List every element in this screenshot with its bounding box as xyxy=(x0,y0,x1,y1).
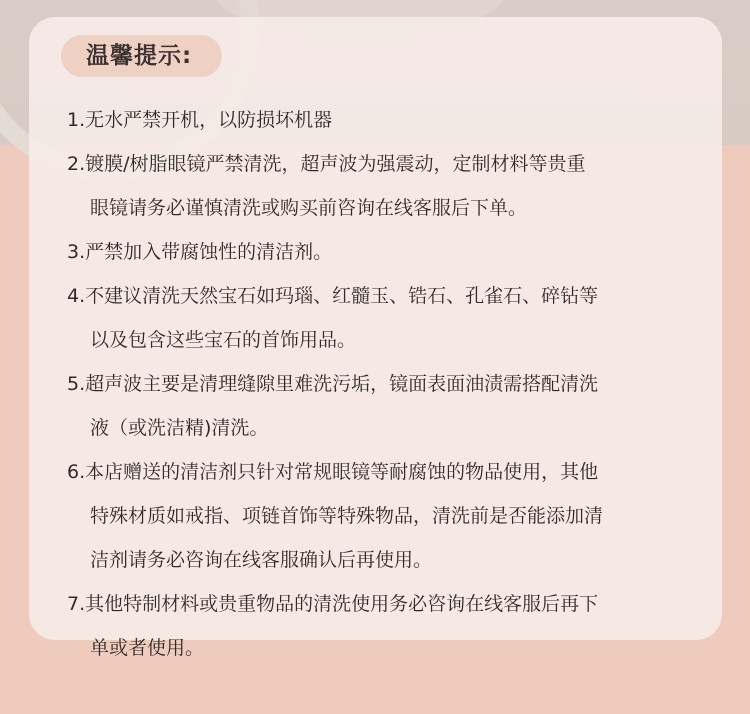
notice-item-6-line-1: 6.本店赠送的清洁剂只针对常规眼镜等耐腐蚀的物品使用，其他 xyxy=(67,461,599,483)
notice-item-3-line-1: 3.严禁加入带腐蚀性的清洁剂。 xyxy=(67,241,333,263)
notice-item-2-line-2: 眼镜请务必谨慎清洗或购买前咨询在线客服后下单。 xyxy=(90,197,528,219)
notice-title: 温馨提示: xyxy=(86,43,193,69)
notice-item-6-line-3: 洁剂请务必咨询在线客服确认后再使用。 xyxy=(90,549,433,571)
notice-item-2-line-1: 2.镀膜/树脂眼镜严禁清洗，超声波为强震动，定制材料等贵重 xyxy=(67,153,586,175)
notice-item-5-line-2: 液（或洗洁精)清洗。 xyxy=(90,417,269,439)
notice-item-1-line-1: 1.无水严禁开机，以防损坏机器 xyxy=(67,109,333,131)
notice-item-4-line-2: 以及包含这些宝石的首饰用品。 xyxy=(90,329,357,351)
notice-item-5-line-1: 5.超声波主要是清理缝隙里难洗污垢，镜面表面油渍需搭配清洗 xyxy=(67,373,599,395)
notice-item-6-line-2: 特殊材质如戒指、项链首饰等特殊物品，清洗前是否能添加清 xyxy=(90,505,604,527)
notice-item-7-line-2: 单或者使用。 xyxy=(90,637,205,659)
notice-list xyxy=(67,103,707,675)
notice-item-7-line-1: 7.其他特制材料或贵重物品的清洗使用务必咨询在线客服后再下 xyxy=(67,593,599,615)
notice-item-4-line-1: 4.不建议清洗天然宝石如玛瑙、红髓玉、锆石、孔雀石、碎钻等 xyxy=(67,285,599,307)
